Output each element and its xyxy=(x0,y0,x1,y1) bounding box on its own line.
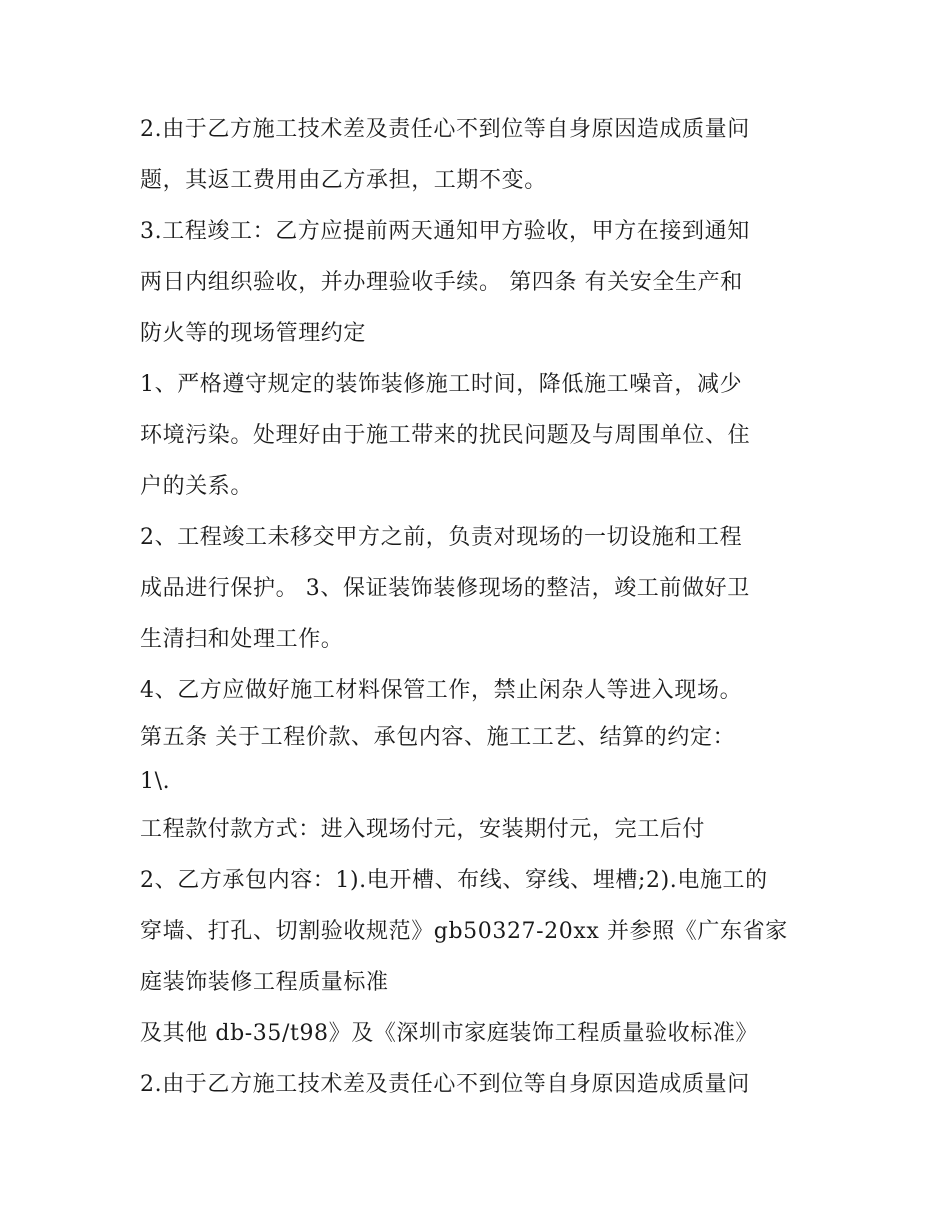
text-line: 第五条 关于工程价款、承包内容、施工工艺、结算的约定： xyxy=(140,725,736,750)
text-line: 生清扫和处理工作。 xyxy=(140,627,344,652)
text-line: 2.由于乙方施工技术差及责任心不到位等自身原因造成质量问 xyxy=(140,1072,750,1097)
document-body xyxy=(140,104,820,1110)
text-line: 3.工程竣工：乙方应提前两天通知甲方验收，甲方在接到通知 xyxy=(140,219,750,244)
text-line: 穿墙、打孔、切割验收规范》gb50327-20xx 并参照《广东省家 xyxy=(140,919,788,944)
text-line: 庭装饰装修工程质量标准 xyxy=(140,970,389,995)
text-line: 2.由于乙方施工技术差及责任心不到位等自身原因造成质量问 xyxy=(140,117,750,142)
text-line: 1、严格遵守规定的装饰装修施工时间，降低施工噪音，减少 xyxy=(140,372,743,397)
text-line: 题，其返工费用由乙方承担，工期不变。 xyxy=(140,168,547,193)
text-line: 两日内组织验收，并办理验收手续。 第四条 有关安全生产和 xyxy=(140,270,743,295)
text-line: 防火等的现场管理约定 xyxy=(140,321,367,346)
text-line: 1\. xyxy=(140,769,171,794)
text-line: 2、工程竣工未移交甲方之前，负责对现场的一切设施和工程 xyxy=(140,525,743,550)
text-line: 及其他 db-35/t98》及《深圳市家庭装饰工程质量验收标准》 xyxy=(140,1021,759,1046)
text-line: 成品进行保护。 3、保证装饰装修现场的整洁，竣工前做好卫 xyxy=(140,576,750,601)
text-line: 2、乙方承包内容：1).电开槽、布线、穿线、埋槽;2).电施工的 xyxy=(140,868,768,893)
text-line: 工程款付款方式：进入现场付元，安装期付元，完工后付 xyxy=(140,817,706,842)
text-line: 环境污染。处理好由于施工带来的扰民问题及与周围单位、住 xyxy=(140,423,751,448)
text-line: 户的关系。 xyxy=(140,474,254,499)
text-line: 4、乙方应做好施工材料保管工作，禁止闲杂人等进入现场。 xyxy=(140,678,743,703)
